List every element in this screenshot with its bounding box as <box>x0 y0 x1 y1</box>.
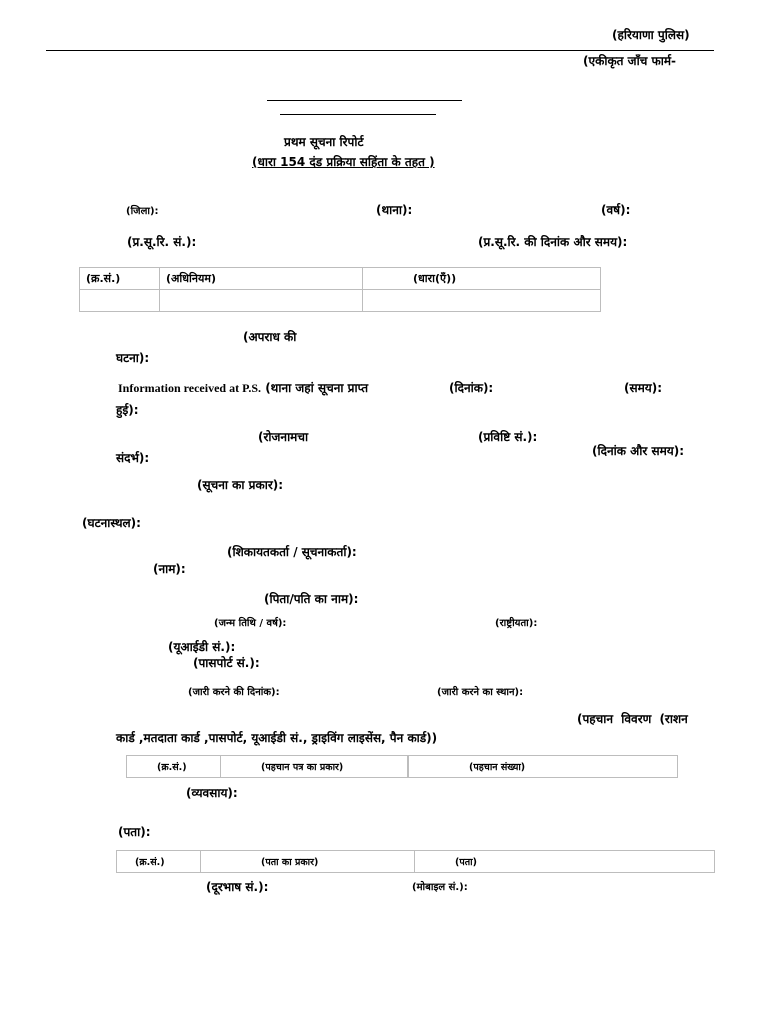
district-label: (जिला): <box>126 206 159 217</box>
name-label: (नाम): <box>153 562 186 576</box>
gd-datetime-label: (दिनांक और समय): <box>592 444 685 458</box>
id-details-line2: कार्ड ,मतदाता कार्ड ,पासपोर्ट, यूआईडी सं., ड्राइविंग लाइसेंस, पैन कार्ड)) <box>116 731 438 745</box>
offence-label-line2: घटना): <box>116 351 150 365</box>
info-received-line2: हुई): <box>116 403 139 417</box>
id-table <box>126 755 678 778</box>
address-header-type: (पता का प्रकार) <box>201 851 415 873</box>
gd-label-line2: संदर्भ): <box>116 451 150 465</box>
occupation-label: (व्यवसाय): <box>186 786 238 800</box>
fir-datetime-label: (प्र.सू.रि. की दिनांक और समय): <box>478 235 628 249</box>
acts-header-act: (अधिनियम) <box>160 268 363 290</box>
passport-label: (पासपोर्ट सं.): <box>193 656 260 670</box>
info-received-en: Information received at P.S. <box>118 381 261 395</box>
police-station-label: (थाना): <box>376 203 413 217</box>
place-of-issue-label: (जारी करने का स्थान): <box>437 687 524 698</box>
org-name: (हरियाणा पुलिस) <box>612 28 690 42</box>
page-title: प्रथम सूचना रिपोर्ट <box>284 135 364 149</box>
phone-label: (दूरभाष सं.): <box>206 880 269 894</box>
blank-line-2 <box>280 114 436 115</box>
father-husband-label: (पिता/पति का नाम): <box>264 592 359 606</box>
date-of-issue-label: (जारी करने की दिनांक): <box>188 687 280 698</box>
id-header-type: (पहचान पत्र का प्रकार) <box>221 756 409 778</box>
address-header-address: (पता) <box>415 851 715 873</box>
uid-label: (यूआईडी सं.): <box>168 640 236 654</box>
nationality-label: (राष्ट्रीयता): <box>495 618 538 629</box>
complainant-label: (शिकायतकर्ता / सूचनाकर्ता): <box>227 545 357 559</box>
dob-label: (जन्म तिथि / वर्ष): <box>214 618 287 629</box>
info-type-label: (सूचना का प्रकार): <box>197 478 284 492</box>
offence-label-line1: (अपराध की <box>243 330 297 344</box>
info-time-label: (समय): <box>624 381 663 395</box>
place-of-occurrence-label: (घटनास्थल): <box>82 516 141 530</box>
year-label: (वर्ष): <box>601 203 631 217</box>
form-name: (एकीकृत जाँच फार्म- <box>583 54 677 68</box>
info-received-hi: (थाना जहां सूचना प्राप्त <box>265 381 369 395</box>
id-header-sno: (क्र.सं.) <box>127 756 221 778</box>
table-header-row <box>80 268 601 290</box>
id-header-number: (पहचान संख्या) <box>408 756 678 778</box>
fir-no-label: (प्र.सू.रि. सं.): <box>127 235 197 249</box>
acts-cell-sections[interactable] <box>363 290 601 312</box>
table-header-row <box>127 756 678 778</box>
address-label: (पता): <box>118 825 151 839</box>
page-subtitle: (धारा 154 दंड प्रक्रिया सहिंता के तहत ) <box>252 155 435 169</box>
acts-table <box>79 267 601 312</box>
acts-header-sno: (क्र.सं.) <box>80 268 160 290</box>
acts-cell-act[interactable] <box>160 290 363 312</box>
mobile-label: (मोबाइल सं.): <box>412 882 468 893</box>
acts-cell-sno[interactable] <box>80 290 160 312</box>
entry-no-label: (प्रविष्टि सं.): <box>478 430 538 444</box>
table-row <box>80 290 601 312</box>
address-table <box>116 850 715 873</box>
header-rule <box>46 50 714 51</box>
id-details-line1: (पहचान विवरण (राशन <box>577 712 688 726</box>
info-date-label: (दिनांक): <box>449 381 494 395</box>
table-header-row <box>117 851 715 873</box>
acts-header-sections: (धारा(एँ)) <box>363 268 601 290</box>
address-header-sno: (क्र.सं.) <box>117 851 201 873</box>
blank-line-1 <box>267 100 462 101</box>
gd-label-line1: (रोजनामचा <box>258 430 309 444</box>
